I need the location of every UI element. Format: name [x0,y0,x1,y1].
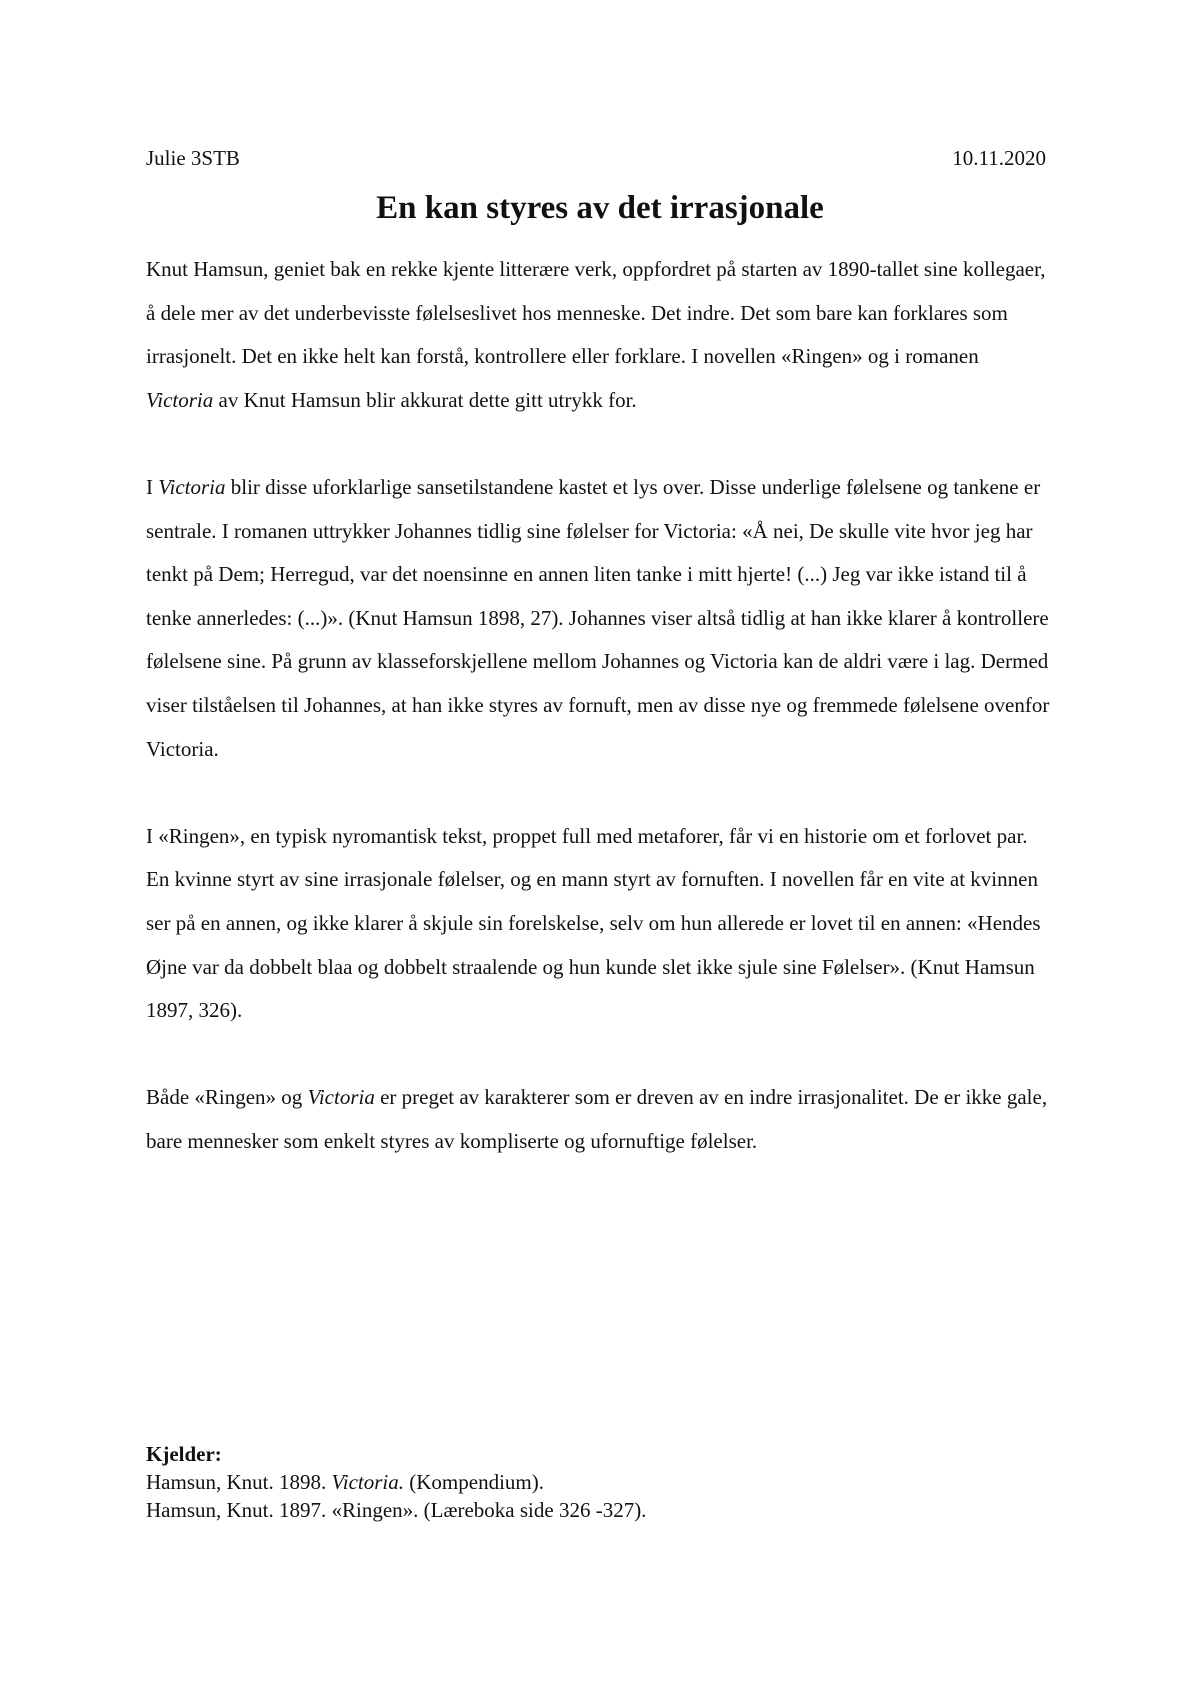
document-body [146,248,1051,1207]
document-title: En kan styres av det irrasjonale [376,190,824,226]
paragraph-text: I [146,474,159,499]
paragraph-text: av Knut Hamsun blir akkurat dette gitt utrykk for. [213,387,637,412]
paragraph-text: er preget av karakterer som er dreven av en indre irrasjonalitet. De er ikke gale, bare mennesker som enkelt styres av kompliserte og ufornuftige følelser. [146,1085,1048,1153]
document-date: 10.11.2020 [952,146,1046,170]
paragraph-text: blir disse uforklarlige sansetilstandene kastet et lys over. Disse underlige følelsene og tankene er sentrale. I romanen uttrykker Johannes tidlig sine følelser for Victoria: «Å nei, De skulle vite hvor jeg har tenkt på Dem; Herregud, var det noensinne en annen liten tanke i mitt hjerte! (...) Jeg var ikke istand til å tenke annerledes: (...)». (Knut Hamsun 1898, 27). Johannes viser altså tidlig at han ikke klarer å kontrollere følelsene sine. På grunn av klasseforskjellene mellom Johannes og Victoria kan de aldri være i lag. Dermed viser tilståelsen til Johannes, at han ikke styres av fornuft, men av disse nye og fremmede følelsene ovenfor Victoria. [146,474,1050,761]
paragraph-text: I «Ringen», en typisk nyromantisk tekst, proppet full med metaforer, får vi en historie om et forlovet par. En kvinne styrt av sine irrasjonale følelser, og en mann styrt av fornuften. I novellen får en vite at kvinnen ser på en annen, og ikke klarer å skjule sin forelskelse, selv om hun allerede er lovet til en annen: «Hendes Øjne var da dobbelt blaa og dobbelt straalende og hun kunde slet ikke sjule sine Følelser». (Knut Hamsun 1897, 326). [146,823,1041,1023]
italic-title-victoria: Victoria [146,387,214,412]
source-italic-title: Victoria. [331,1470,405,1494]
paragraph-victoria [146,466,1051,771]
paragraph-conclusion [146,1076,1051,1163]
italic-title-victoria: Victoria [307,1085,375,1110]
source-entry: Hamsun, Knut. 1897. «Ringen». (Læreboka side 326 -327). [146,1498,647,1522]
source-entry [146,1468,646,1496]
source-text: Hamsun, Knut. 1898. [146,1470,332,1494]
sources-section [146,1440,646,1524]
sources-heading: Kjelder: [146,1442,222,1466]
source-text: (Kompendium). [404,1470,544,1494]
paragraph-text: Både «Ringen» og [146,1085,308,1110]
author-class: Julie 3STB [146,146,240,170]
italic-title-victoria: Victoria [158,474,226,499]
paragraph-intro [146,248,1051,422]
document-header [146,143,1046,173]
paragraph-ringen [146,815,1051,1033]
paragraph-text: Knut Hamsun, geniet bak en rekke kjente litterære verk, oppfordret på starten av 1890-tallet sine kollegaer, å dele mer av det underbevisste følelseslivet hos menneske. Det indre. Det som bare kan forklares som irrasjonelt. Det en ikke helt kan forstå, kontrollere eller forklare. I novellen «Ringen» og i romanen [146,257,1046,369]
